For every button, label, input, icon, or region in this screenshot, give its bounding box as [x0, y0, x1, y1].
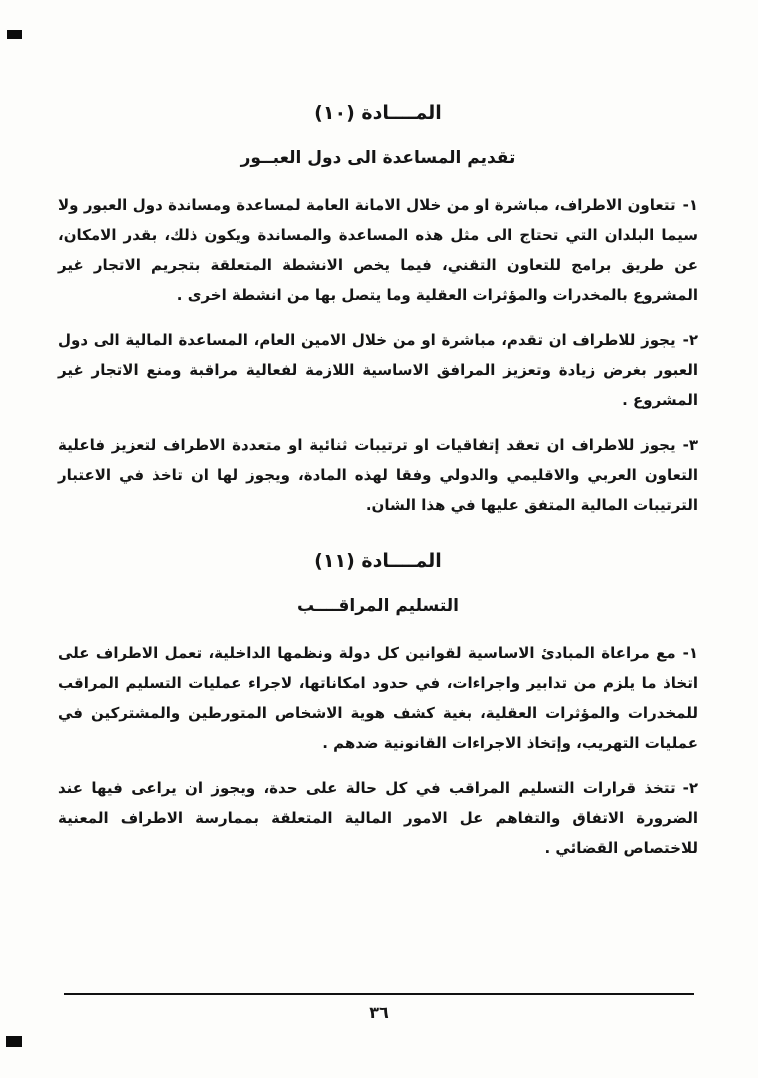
article-10-subtitle: تقديم المساعدة الى دول العبــور	[240, 148, 516, 168]
item-text: يجوز للاطراف ان تعقد إتفاقيات او ترتيبات ثنائية او متعددة الاطراف لتعزيز فاعلية التعاون العربي والاقليمي والدولي وفقا لهذه المادة، ويجوز لها ان تاخذ في الاعتبار الترتيبات المالية المتفق عليها في هذا الشان.	[58, 436, 698, 514]
article-10-title: المــــادة (١٠)	[314, 102, 442, 124]
item-text: مع مراعاة المبادئ الاساسية لقوانين كل دولة ونظمها الداخلية، تعمل الاطراف على اتخاذ ما يلزم من تدابير واجراءات، في حدود امكاناتها، لاجراء عمليات التسليم المراقب للمخدرات والمؤثرات العقلية، بغية كشف هوية الاشخاص المتورطين والمشتركين في عمليات التهريب، وإتخاذ الاجراءات القانونية ضدهم .	[58, 644, 698, 752]
article-11-item-1	[58, 638, 698, 758]
article-10-item-3	[58, 430, 698, 520]
article-10-section	[58, 102, 698, 520]
article-11-title: المــــادة (١١)	[314, 550, 442, 572]
article-10-item-1	[58, 190, 698, 310]
scan-artifact-bottom	[6, 1036, 22, 1047]
article-11-section	[58, 550, 698, 863]
page-number: ٣٦	[369, 1003, 389, 1022]
article-11-subtitle: التسليم المراقــــب	[297, 596, 459, 616]
footer-divider	[64, 993, 694, 995]
item-number: ١-	[682, 196, 698, 214]
item-number: ١-	[682, 644, 698, 662]
item-number: ٢-	[682, 779, 698, 797]
article-10-item-2	[58, 325, 698, 415]
item-text: تتخذ قرارات التسليم المراقب في كل حالة على حدة، ويجوز ان يراعى فيها عند الضرورة الاتفاق والتفاهم عل الامور المالية المتعلقة بممارسة الاطراف المعنية للاختصاص القضائي .	[58, 779, 698, 857]
item-number: ٢-	[682, 331, 698, 349]
item-text: تتعاون الاطراف، مباشرة او من خلال الامانة العامة لمساعدة ومساندة دول العبور ولا سيما البلدان التي تحتاج الى مثل هذه المساعدة والمساندة ويكون ذلك، بقدر الامكان، عن طريق برامج للتعاون التقني، فيما يخص الانشطة المتعلقة بتجريم الاتجار غير المشروع بالمخدرات والمؤثرات العقلية وما يتصل بها من انشطة اخرى .	[58, 196, 698, 304]
item-number: ٣-	[682, 436, 698, 454]
item-text: يجوز للاطراف ان تقدم، مباشرة او من خلال الامين العام، المساعدة المالية الى دول العبور بغرض زيادة وتعزيز المرافق الاساسية اللازمة لفعالية مراقبة ومنع الاتجار غير المشروع .	[58, 331, 698, 409]
article-11-item-2	[58, 773, 698, 863]
document-content	[58, 102, 698, 878]
scan-artifact-top	[7, 30, 22, 39]
